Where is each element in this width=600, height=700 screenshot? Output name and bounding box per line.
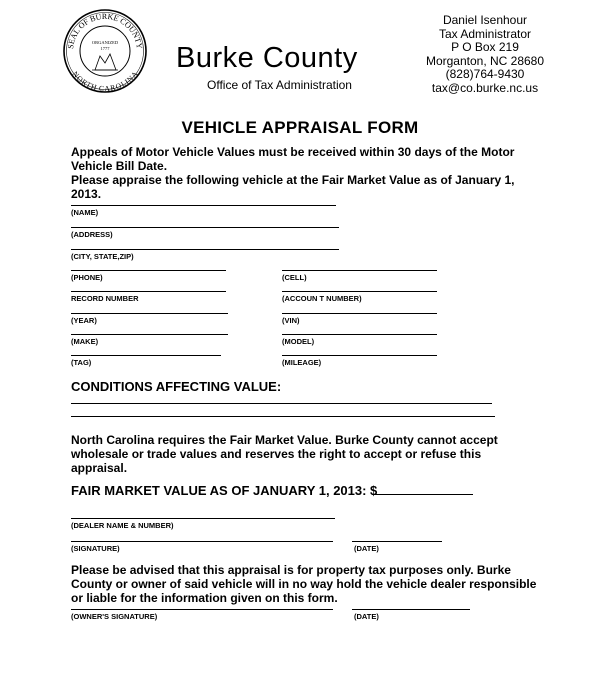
name-field[interactable] bbox=[71, 205, 336, 206]
contact-pobox: P O Box 219 bbox=[451, 40, 519, 55]
cell-label: (CELL) bbox=[282, 273, 307, 282]
conditions-heading: CONDITIONS AFFECTING VALUE: bbox=[71, 379, 282, 394]
office-name: Office of Tax Administration bbox=[207, 78, 352, 92]
tag-label: (TAG) bbox=[71, 358, 92, 367]
nc-line: North Carolina requires the Fair Market Value. Burke County cannot accept bbox=[71, 433, 498, 447]
city-label: (CITY, STATE,ZIP) bbox=[71, 252, 134, 261]
seal-icon bbox=[62, 8, 148, 94]
date-field-1[interactable] bbox=[352, 541, 442, 542]
seal-organized-text: ORGANIZED bbox=[91, 40, 119, 45]
fmv-amount-field[interactable] bbox=[372, 494, 473, 495]
nc-line: wholesale or trade values and reserves the right to accept or refuse this bbox=[71, 447, 482, 461]
account-number-field[interactable] bbox=[282, 291, 437, 292]
contact-block bbox=[400, 14, 570, 96]
conditions-line-2[interactable] bbox=[71, 416, 495, 417]
vin-field[interactable] bbox=[282, 313, 437, 314]
dealer-name-label: (DEALER NAME & NUMBER) bbox=[71, 521, 174, 530]
address-label: (ADDRESS) bbox=[71, 230, 113, 239]
mileage-field[interactable] bbox=[282, 355, 437, 356]
record-number-label: RECORD NUMBER bbox=[71, 294, 139, 303]
contact-name: Daniel Isenhour bbox=[442, 13, 528, 27]
phone-label: (PHONE) bbox=[71, 273, 103, 282]
fmv-label: FAIR MARKET VALUE AS OF JANUARY 1, 2013: $ bbox=[71, 483, 378, 498]
intro-line: 2013. bbox=[71, 187, 102, 201]
advise-line: or liable for the information given on this form. bbox=[71, 591, 338, 605]
address-field[interactable] bbox=[71, 227, 339, 228]
model-label: (MODEL) bbox=[282, 337, 315, 346]
date-label-1: (DATE) bbox=[354, 544, 379, 553]
intro-paragraph bbox=[71, 145, 571, 201]
make-field[interactable] bbox=[71, 334, 228, 335]
seal-ring-top-text: SEAL OF BURKE COUNTY bbox=[66, 11, 144, 50]
nc-line: appraisal. bbox=[71, 461, 128, 475]
contact-city: Morganton, NC 28680 bbox=[425, 53, 545, 68]
year-label: (YEAR) bbox=[71, 316, 97, 325]
conditions-line-1[interactable] bbox=[71, 403, 492, 404]
advise-line: County or owner of said vehicle will in no way hold the vehicle dealer responsible bbox=[71, 577, 537, 591]
seal-ring-bottom-text: NORTH CAROLINA bbox=[70, 69, 140, 94]
advise-paragraph bbox=[71, 563, 581, 605]
year-field[interactable] bbox=[71, 313, 228, 314]
dealer-name-field[interactable] bbox=[71, 518, 335, 519]
county-name: Burke County bbox=[176, 42, 358, 74]
model-field[interactable] bbox=[282, 334, 437, 335]
tag-field[interactable] bbox=[71, 355, 221, 356]
advise-line: Please be advised that this appraisal is for property tax purposes only. Burke bbox=[71, 563, 511, 577]
nc-paragraph bbox=[71, 433, 571, 475]
county-seal bbox=[62, 8, 148, 94]
signature-label: (SIGNATURE) bbox=[71, 544, 120, 553]
owner-signature-field[interactable] bbox=[71, 609, 333, 610]
mileage-label: (MILEAGE) bbox=[282, 358, 322, 367]
seal-year-text: 1777 bbox=[100, 46, 110, 51]
date-field-2[interactable] bbox=[352, 609, 470, 610]
intro-line: Vehicle Bill Date. bbox=[71, 159, 168, 173]
make-label: (MAKE) bbox=[71, 337, 99, 346]
record-number-field[interactable] bbox=[71, 291, 226, 292]
account-number-label: (ACCOUN T NUMBER) bbox=[282, 294, 362, 303]
cell-field[interactable] bbox=[282, 270, 437, 271]
contact-phone: (828)764-9430 bbox=[445, 67, 525, 82]
owner-signature-label: (OWNER'S SIGNATURE) bbox=[71, 612, 158, 621]
city-field[interactable] bbox=[71, 249, 339, 250]
contact-email: tax@co.burke.nc.us bbox=[431, 80, 539, 95]
signature-field[interactable] bbox=[71, 541, 333, 542]
phone-field[interactable] bbox=[71, 270, 226, 271]
form-title: VEHICLE APPRAISAL FORM bbox=[181, 118, 419, 137]
intro-line: Appeals of Motor Vehicle Values must be received within 30 days of the Motor bbox=[71, 145, 515, 159]
vin-label: (VIN) bbox=[282, 316, 300, 325]
name-label: (NAME) bbox=[71, 208, 99, 217]
intro-line: Please appraise the following vehicle at the Fair Market Value as of January 1, bbox=[71, 173, 515, 187]
date-label-2: (DATE) bbox=[354, 612, 379, 621]
contact-title: Tax Administrator bbox=[438, 26, 532, 41]
